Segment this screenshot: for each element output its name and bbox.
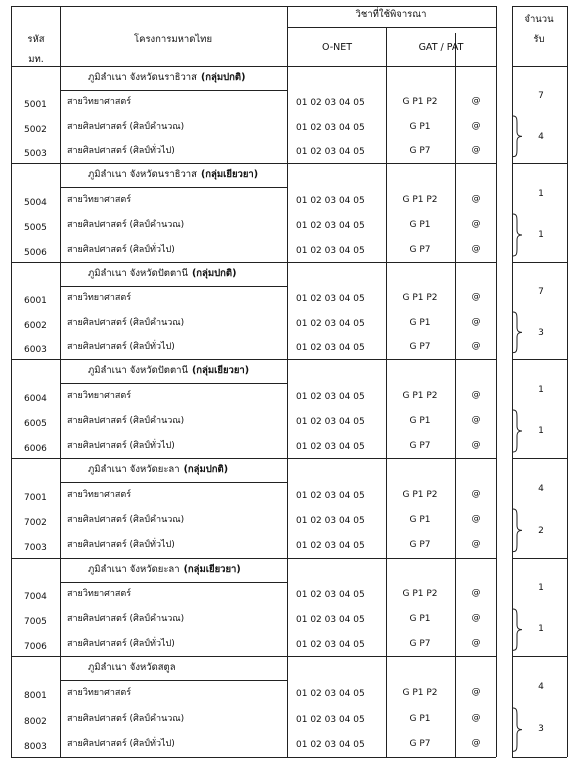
header-code-abbr: มท.: [28, 54, 44, 65]
gatpat-subjects: G P1 P2: [402, 687, 438, 698]
program-name: สายศิลปศาสตร์ (ศิลป์ทั่วไป): [67, 638, 175, 649]
special-mark: @: [471, 738, 481, 749]
quota-science: 1: [538, 583, 544, 594]
quota-science: 1: [538, 188, 544, 199]
quota-science: 1: [538, 384, 544, 395]
program-name: สายศิลปศาสตร์ (ศิลป์คำนวณ): [67, 614, 185, 624]
gatpat-subjects: G P1: [409, 219, 431, 230]
quota-top-border: [512, 6, 567, 7]
gatpat-subjects: G P1: [409, 713, 431, 724]
table-left-border: [11, 6, 12, 757]
program-name: สายวิทยาศาสตร์: [67, 293, 132, 304]
group-title: [88, 268, 236, 280]
special-mark: @: [471, 514, 481, 524]
gatpat-subjects: G P1 P2: [402, 293, 438, 304]
special-mark: @: [471, 637, 481, 648]
curly-brace-icon: [512, 214, 524, 256]
special-mark: @: [471, 389, 481, 400]
group-divider: [11, 558, 496, 559]
program-name: สายศิลปศาสตร์ (ศิลป์คำนวณ): [67, 415, 185, 426]
quota-group-divider: [512, 66, 567, 67]
onet-subjects: 01 02 03 04 05: [296, 639, 365, 650]
group-divider: [11, 262, 496, 263]
program-code: 7006: [24, 641, 47, 652]
program-name: สายศิลปศาสตร์ (ศิลป์ทั่วไป): [67, 540, 175, 551]
curly-brace-icon: [512, 708, 524, 751]
table-bottom-border: [11, 757, 496, 758]
table-right-border: [496, 6, 497, 757]
header-onet: O-NET: [321, 42, 353, 53]
program-name: สายศิลปศาสตร์ (ศิลป์ทั่วไป): [67, 244, 175, 255]
group-title-underline: [60, 187, 287, 188]
curly-brace-icon: [512, 410, 524, 452]
onet-subjects: 01 02 03 04 05: [296, 740, 365, 751]
onet-subjects: 01 02 03 04 05: [296, 245, 365, 256]
header-gatpat: GAT / PAT: [418, 42, 464, 53]
quota-arts: 3: [538, 724, 544, 735]
group-type: (กลุ่มปกติ): [183, 464, 229, 475]
quota-arts: 3: [538, 327, 544, 338]
special-mark: @: [471, 218, 481, 229]
onet-subjects: 01 02 03 04 05: [296, 441, 365, 452]
curly-brace-icon: [512, 609, 524, 650]
special-mark: @: [471, 712, 481, 723]
quota-group-divider: [512, 656, 567, 657]
group-title: [88, 564, 241, 576]
onet-subjects: 01 02 03 04 05: [296, 615, 365, 625]
program-name: สายวิทยาศาสตร์: [67, 194, 132, 205]
group-title-underline: [60, 680, 287, 681]
group-region: ภูมิลำเนา จังหวัดยะลา: [88, 564, 180, 575]
group-region: ภูมิลำเนา จังหวัดยะลา: [88, 464, 180, 475]
group-divider: [11, 359, 496, 360]
program-code: 8001: [24, 690, 47, 701]
gatpat-subjects: G P1 P2: [402, 97, 438, 108]
program-code: 8003: [24, 742, 47, 753]
quota-arts: 4: [538, 131, 544, 142]
header-quota: จำนวน: [524, 14, 554, 25]
program-code: 7003: [24, 543, 47, 554]
gatpat-subjects: G P7: [409, 341, 431, 352]
program-name: สายวิทยาศาสตร์: [67, 687, 132, 698]
program-code: 7002: [24, 518, 47, 528]
quota-science: 7: [538, 91, 544, 102]
program-name: สายศิลปศาสตร์ (ศิลป์ทั่วไป): [67, 145, 175, 156]
gatpat-subjects: G P7: [409, 739, 431, 750]
gatpat-subjects: G P7: [409, 440, 431, 451]
group-divider: [11, 656, 496, 657]
group-type: (กลุ่มเยียวยา): [183, 564, 241, 575]
quota-group-divider: [512, 458, 567, 459]
program-name: สายวิทยาศาสตร์: [67, 489, 132, 500]
column-divider: [60, 6, 61, 757]
quota-group-divider: [512, 558, 567, 559]
group-type: (กลุ่มเยียวยา): [200, 169, 259, 180]
program-name: สายศิลปศาสตร์ (ศิลป์คำนวณ): [67, 515, 185, 525]
onet-subjects: 01 02 03 04 05: [296, 122, 365, 133]
onet-subjects: 01 02 03 04 05: [296, 590, 365, 601]
group-title-underline: [60, 90, 287, 91]
special-mark: @: [471, 243, 481, 254]
header-subjects: วิชาที่ใช้พิจารณา: [355, 9, 427, 20]
special-mark: @: [471, 316, 481, 327]
program-name: สายศิลปศาสตร์ (ศิลป์คำนวณ): [67, 121, 185, 132]
program-code: 5001: [24, 100, 47, 111]
group-divider: [11, 66, 496, 67]
quota-arts: 1: [538, 624, 544, 635]
group-type: (กลุ่มเยียวยา): [191, 365, 250, 376]
gatpat-subjects: G P7: [409, 638, 431, 649]
quota-group-divider: [512, 163, 567, 164]
quota-group-divider: [512, 262, 567, 263]
group-region: ภูมิลำเนา จังหวัดสตูล: [88, 662, 176, 673]
special-mark: @: [471, 686, 481, 697]
quota-right-border: [567, 6, 568, 757]
gatpat-subjects: G P1: [409, 415, 431, 426]
gatpat-subjects: G P1 P2: [402, 489, 438, 500]
program-code: 7005: [24, 617, 47, 627]
program-code: 6002: [24, 320, 47, 331]
group-region: ภูมิลำเนา จังหวัดนราธิวาส: [88, 72, 197, 83]
group-title: [88, 72, 245, 84]
onet-subjects: 01 02 03 04 05: [296, 318, 365, 329]
program-name: สายวิทยาศาสตร์: [67, 589, 132, 600]
onet-subjects: 01 02 03 04 05: [296, 294, 365, 305]
quota-group-divider: [512, 359, 567, 360]
special-mark: @: [471, 414, 481, 425]
gatpat-subjects: G P1 P2: [402, 390, 438, 401]
gatpat-subjects: G P1 P2: [402, 589, 438, 600]
program-name: สายวิทยาศาสตร์: [67, 390, 132, 401]
onet-subjects: 01 02 03 04 05: [296, 98, 365, 109]
curly-brace-icon: [512, 116, 524, 157]
onet-subjects: 01 02 03 04 05: [296, 490, 365, 501]
program-name: สายศิลปศาสตร์ (ศิลป์คำนวณ): [67, 713, 185, 724]
group-title-underline: [60, 383, 287, 384]
gatpat-subjects: G P7: [409, 540, 431, 551]
special-mark: @: [471, 613, 481, 623]
group-title-underline: [60, 582, 287, 583]
gatpat-subjects: G P1: [409, 515, 431, 525]
quota-bottom-border: [512, 757, 567, 758]
special-mark: @: [471, 120, 481, 131]
program-name: สายศิลปศาสตร์ (ศิลป์ทั่วไป): [67, 739, 175, 750]
program-code: 5005: [24, 222, 47, 233]
program-code: 5006: [24, 247, 47, 258]
column-divider: [455, 33, 456, 757]
onet-subjects: 01 02 03 04 05: [296, 220, 365, 231]
group-type: (กลุ่มปกติ): [200, 72, 246, 83]
quota-arts: 1: [538, 230, 544, 240]
group-region: ภูมิลำเนา จังหวัดนราธิวาส: [88, 169, 197, 180]
group-divider: [11, 458, 496, 459]
gatpat-subjects: G P1: [409, 614, 431, 624]
header-project: โครงการมหาดไทย: [133, 34, 213, 45]
quota-science: 4: [538, 483, 544, 494]
program-name: สายศิลปศาสตร์ (ศิลป์คำนวณ): [67, 219, 185, 230]
quota-science: 7: [538, 287, 544, 298]
special-mark: @: [471, 96, 481, 107]
curly-brace-icon: [512, 312, 524, 353]
program-code: 5004: [24, 197, 47, 208]
group-title: [88, 662, 176, 674]
group-title: [88, 365, 249, 377]
column-divider: [386, 27, 387, 757]
quota-science: 4: [538, 681, 544, 692]
column-divider: [287, 6, 288, 757]
program-name: สายศิลปศาสตร์ (ศิลป์คำนวณ): [67, 317, 185, 328]
onet-subjects: 01 02 03 04 05: [296, 195, 365, 206]
onet-subjects: 01 02 03 04 05: [296, 714, 365, 725]
group-title-underline: [60, 482, 287, 483]
group-region: ภูมิลำเนา จังหวัดปัตตานี: [88, 365, 188, 376]
gatpat-subjects: G P1: [409, 121, 431, 132]
curly-brace-icon: [512, 509, 524, 552]
gatpat-subjects: G P7: [409, 145, 431, 156]
onet-subjects: 01 02 03 04 05: [296, 688, 365, 699]
gatpat-subjects: G P7: [409, 244, 431, 255]
special-mark: @: [471, 488, 481, 499]
group-title-underline: [60, 286, 287, 287]
onet-subjects: 01 02 03 04 05: [296, 146, 365, 157]
program-code: 7001: [24, 492, 47, 503]
quota-arts: 2: [538, 525, 544, 536]
group-title: [88, 464, 228, 476]
group-title: [88, 169, 258, 181]
header-divider: [287, 27, 496, 28]
special-mark: @: [471, 439, 481, 450]
program-code: 6001: [24, 296, 47, 307]
onet-subjects: 01 02 03 04 05: [296, 516, 365, 526]
special-mark: @: [471, 292, 481, 303]
special-mark: @: [471, 340, 481, 351]
program-code: 6004: [24, 393, 47, 404]
program-code: 6005: [24, 418, 47, 429]
program-code: 6006: [24, 443, 47, 454]
onet-subjects: 01 02 03 04 05: [296, 342, 365, 353]
special-mark: @: [471, 144, 481, 155]
gatpat-subjects: G P1: [409, 317, 431, 328]
program-code: 6003: [24, 344, 47, 355]
program-code: 5002: [24, 124, 47, 135]
group-type: (กลุ่มปกติ): [191, 268, 237, 279]
special-mark: @: [471, 193, 481, 204]
special-mark: @: [471, 539, 481, 550]
gatpat-subjects: G P1 P2: [402, 194, 438, 205]
onet-subjects: 01 02 03 04 05: [296, 541, 365, 552]
group-divider: [11, 163, 496, 164]
program-code: 7004: [24, 592, 47, 603]
program-name: สายวิทยาศาสตร์: [67, 97, 132, 108]
header-code: รหัส: [27, 34, 45, 45]
program-name: สายศิลปศาสตร์ (ศิลป์ทั่วไป): [67, 341, 175, 352]
program-code: 5003: [24, 148, 47, 159]
program-name: สายศิลปศาสตร์ (ศิลป์ทั่วไป): [67, 440, 175, 451]
special-mark: @: [471, 588, 481, 599]
program-code: 8002: [24, 716, 47, 727]
onet-subjects: 01 02 03 04 05: [296, 391, 365, 402]
quota-arts: 1: [538, 426, 544, 436]
table-top-border: [11, 6, 496, 7]
onet-subjects: 01 02 03 04 05: [296, 416, 365, 427]
group-region: ภูมิลำเนา จังหวัดปัตตานี: [88, 268, 188, 279]
header-quota-unit: รับ: [533, 34, 545, 45]
